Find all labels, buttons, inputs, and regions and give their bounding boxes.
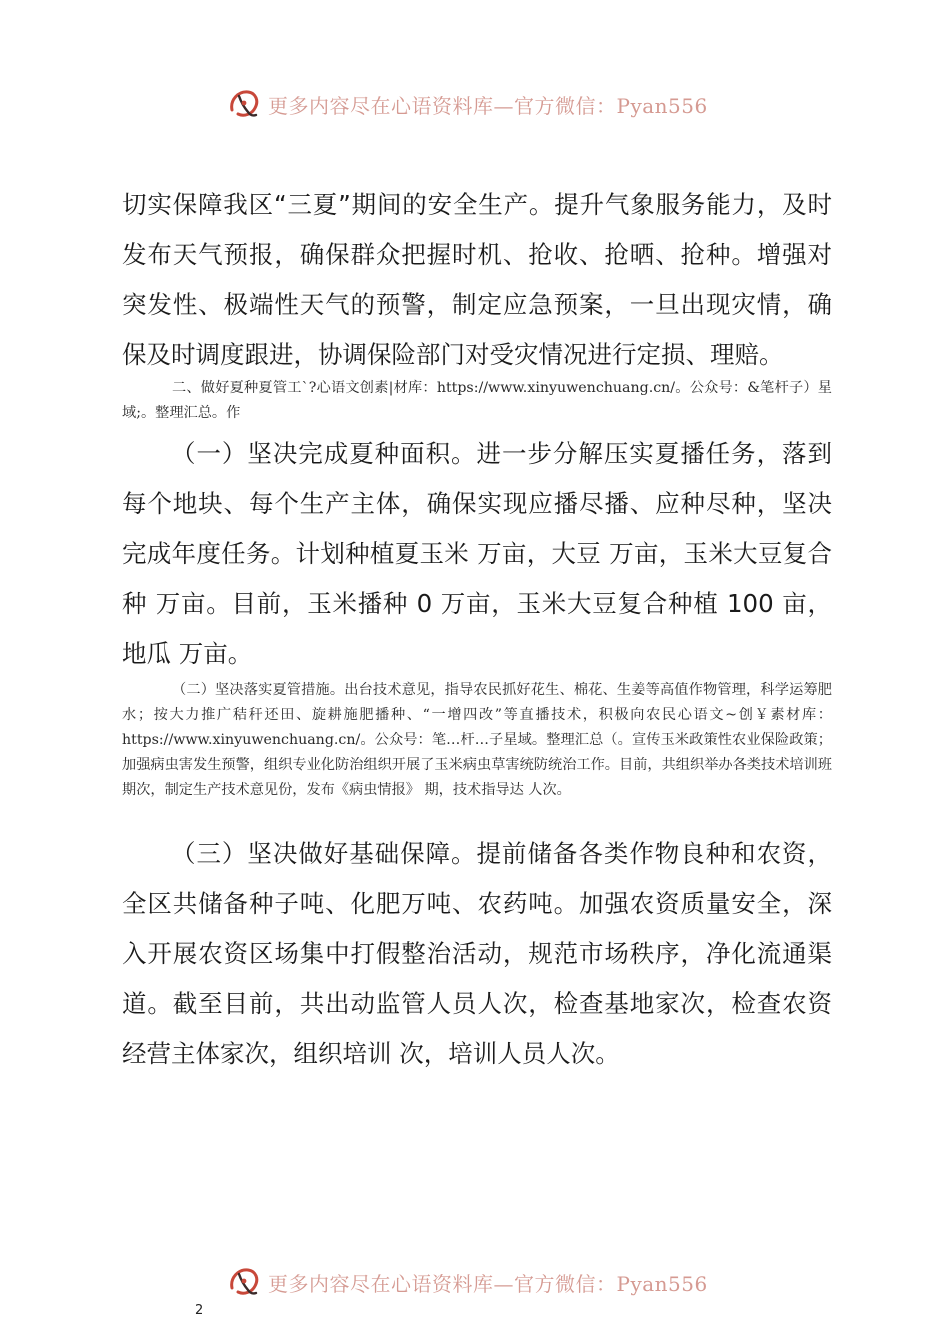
paragraph-management-measures: （二）坚决落实夏管措施。出台技术意见，指导农民抓好花生、棉花、生姜等高值作物管理，科学运筹肥水；按大力推广秸秆还田、旋耕施肥播种、“一增四改”等直播技术，积极向农民心语文~创￥素材库：https://www.xinyuwenchuang.cn/。公众号：笔…杆…子星域。整理汇总（。宣传玉米政策性农业保险政策；加强病虫害发生预警，组织专业化防治组织开展了玉米病虫草害统防统治工作。目前，共组织举办各类技术培训班 期次，制定生产技术意见份，发布《病虫情报》 期，技术指导达 人次。 bbox=[122, 682, 832, 798]
paragraph-safety-production: 切实保障我区“三夏”期间的安全生产。提升气象服务能力，及时发布天气预报，确保群众把握时机、抢收、抢晒、抢种。增强对突发性、极端性天气的预警，制定应急预案，一旦出现灾情，确保及时调度跟进，协调保险部门对受灾情况进行定损、理赔。 bbox=[122, 190, 832, 369]
page-number: 2 bbox=[195, 1303, 204, 1318]
paragraph-planting-area: （一）坚决完成夏种面积。进一步分解压实夏播任务，落到每个地块、每个生产主体，确保实现应播尽播、应种尽种，坚决完成年度任务。计划种植夏玉米 万亩，大豆 万亩，玉米大豆复合种 万亩。目前，玉米播种 0 万亩，玉米大豆复合种植 100 亩，地瓜 万亩。 bbox=[122, 439, 832, 668]
header-watermark bbox=[226, 84, 708, 124]
calligraphy-brush-logo-icon bbox=[226, 86, 262, 122]
paragraph-basic-guarantee: （三）坚决做好基础保障。提前储备各类作物良种和农资，全区共储备种子吨、化肥万吨、农药吨。加强农资质量安全，深入开展农资区场集中打假整治活动，规范市场秩序，净化流通渠道。截至目前，共出动监管人员人次，检查基地家次，检查农资经营主体家次，组织培训 次，培训人员人次。 bbox=[122, 839, 832, 1068]
watermark-text: 更多内容尽在心语资料库—官方微信：Pyan556 bbox=[268, 93, 708, 118]
section-heading-summer-planting: 二、做好夏种夏管工`?心语文创素|材库：https://www.xinyuwenchuang.cn/。公众号：&笔杆子）星域;。整理汇总。作 bbox=[122, 380, 832, 421]
footer-watermark bbox=[226, 1262, 708, 1302]
calligraphy-brush-logo-icon bbox=[226, 1264, 262, 1300]
watermark-text: 更多内容尽在心语资料库—官方微信：Pyan556 bbox=[268, 1271, 708, 1296]
